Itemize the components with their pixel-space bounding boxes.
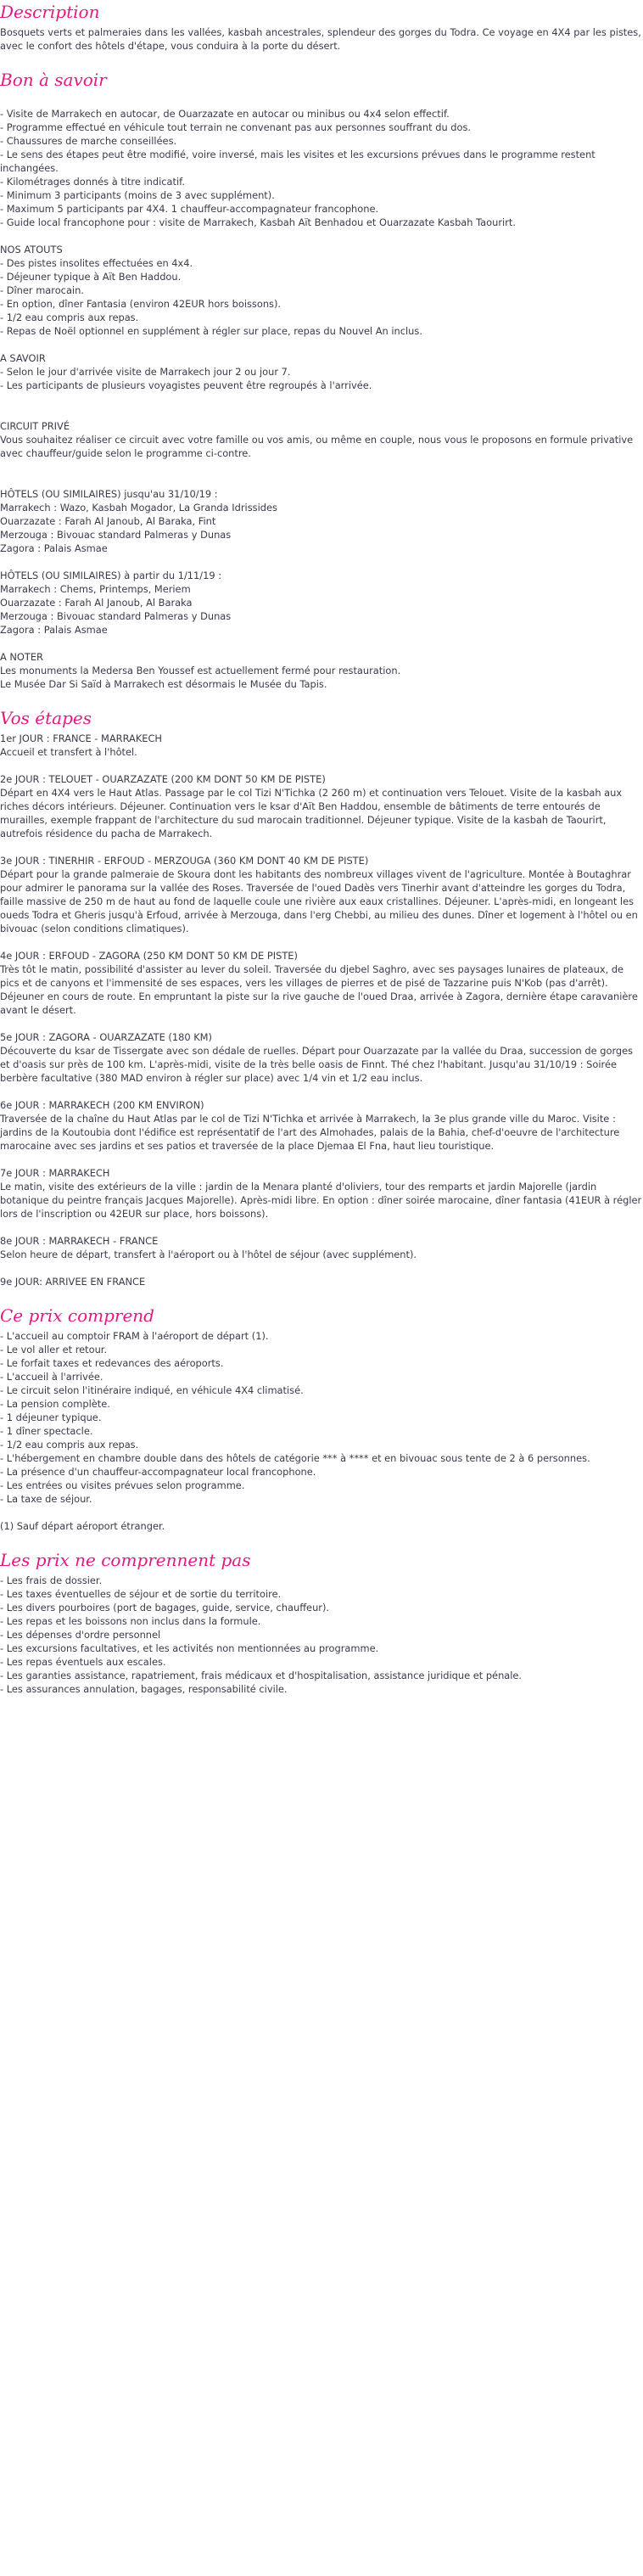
list-item: Zagora : Palais Asmae [0, 624, 108, 636]
list-item: HÔTELS (OU SIMILAIRES) jusqu'au 31/10/19 : [0, 488, 218, 500]
itinerary-day [0, 1166, 643, 1221]
list-item: Zagora : Palais Asmae [0, 542, 108, 554]
list-item: - L'hébergement en chambre double dans des hôtels de catégorie *** à **** et en bivouac sous tente de 2 à 6 personnes. [0, 1452, 590, 1464]
list-item: Ouarzazate : Farah Al Janoub, Al Baraka, Fint [0, 515, 216, 527]
itinerary-day [0, 854, 643, 935]
day-heading: 1er JOUR : FRANCE - MARRAKECH [0, 732, 162, 744]
list-item: - 1 dîner spectacle. [0, 1425, 93, 1437]
day-description: Selon heure de départ, transfert à l'aéroport ou à l'hôtel de séjour (avec supplément). [0, 1249, 417, 1260]
list-item: - Le sens des étapes peut être modifié, voire inversé, mais les visites et les excursions prévues dans le programme restent inchangées. [0, 149, 595, 174]
itinerary-day [0, 949, 643, 1017]
day-heading: 6e JOUR : MARRAKECH (200 KM ENVIRON) [0, 1099, 204, 1111]
list-item: - 1 déjeuner typique. [0, 1411, 102, 1423]
list-item: - La pension complète. [0, 1398, 110, 1410]
list-item: - Les repas éventuels aux escales. [0, 1656, 166, 1668]
itinerary-day [0, 1234, 643, 1261]
vos-etapes-title: Vos étapes [0, 708, 92, 728]
list-item: - Les repas et les boissons non inclus dans la formule. [0, 1615, 261, 1627]
list-item: - Les dépenses d'ordre personnel [0, 1629, 161, 1641]
itinerary-day [0, 1098, 643, 1153]
prix-comprend-list [0, 1329, 643, 1533]
list-item: - Les garanties assistance, rapatriement, frais médicaux et d'hospitalisation, assistance juridique et pénale. [0, 1670, 523, 1681]
description-text: Bosquets verts et palmeraies dans les vallées, kasbah ancestrales, splendeur des gorges du Todra. Ce voyage en 4X4 par les pistes, avec le confort des hôtels d'étape, vous conduira à la porte du désert. [0, 26, 641, 52]
list-item: - Les taxes éventuelles de séjour et de sortie du territoire. [0, 1588, 282, 1600]
list-item: - 1/2 eau compris aux repas. [0, 311, 139, 323]
list-item: Le Musée Dar Si Saïd à Marrakech est désormais le Musée du Tapis. [0, 678, 327, 690]
day-description: Accueil et transfert à l'hôtel. [0, 746, 137, 758]
list-item: - Les frais de dossier. [0, 1574, 103, 1586]
itinerary-day [0, 732, 643, 759]
bon-a-savoir-list [0, 107, 643, 691]
list-item: - Dîner marocain. [0, 284, 84, 296]
list-item: - Les excursions facultatives, et les activités non mentionnées au programme. [0, 1642, 379, 1654]
blank-line [0, 406, 643, 419]
list-item: - Les assurances annulation, bagages, responsabilité civile. [0, 1683, 288, 1695]
list-item: - Minimum 3 participants (moins de 3 avec supplément). [0, 189, 275, 201]
itinerary-day [0, 772, 643, 840]
list-item: Marrakech : Chems, Printemps, Meriem [0, 583, 191, 595]
list-item: Merzouga : Bivouac standard Palmeras y Dunas [0, 610, 232, 622]
day-heading: 4e JOUR : ERFOUD - ZAGORA (250 KM DONT 50 KM DE PISTE) [0, 950, 298, 962]
bon-a-savoir-title: Bon à savoir [0, 70, 107, 90]
list-item: Marrakech : Wazo, Kasbah Mogador, La Granda Idrissides [0, 502, 277, 514]
list-item: - L'accueil à l'arrivée. [0, 1371, 103, 1383]
day-description: Traversée de la chaîne du Haut Atlas par le col de Tizi N'Tichka et arrivée à Marrakech, la 3e plus grande ville du Maroc. Visite : jardins de la Koutoubia dont l'édifice est représentatif de l'art des Almohades, palais de la Bahia, chef-d'oeuvre de l'architecture marocaine avec ses jardins et ses patios et traversée de la place Djemaa El Fna, haut lieu touristique. [0, 1113, 620, 1152]
prix-ne-comprend-pas-section [0, 1550, 643, 1696]
day-heading: 9e JOUR: ARRIVEE EN FRANCE [0, 1276, 146, 1288]
day-description: Très tôt le matin, possibilité d'assister au lever du soleil. Traversée du djebel Saghro, avec ses paysages lunaires de plateaux, de pics et de canyons et l'immensité de ses espaces, vers les villages de pierres et de pisé de Tazzarine puis N'Kob (pas d'arrêt). Déjeuner en cours de route. En empruntant la piste sur la rive gauche de l'oued Draa, arrivée à Zagora, dernière étape caravanière avant le désert. [0, 963, 638, 1016]
list-item: NOS ATOUTS [0, 244, 63, 255]
itinerary-days [0, 732, 643, 1288]
prix-comprend-section [0, 1305, 643, 1533]
list-item: Vous souhaitez réaliser ce circuit avec votre famille ou vos amis, ou même en couple, nous vous le proposons en formule privative avec chauffeur/guide selon le programme ci-contre. [0, 434, 634, 459]
spacer [0, 93, 643, 107]
vos-etapes-section [0, 708, 643, 1288]
day-description: Le matin, visite des extérieurs de la ville : jardin de la Menara planté d'oliviers, tour des remparts et jardin Majorelle (jardin botanique du peintre français Jacques Majorelle). Après-midi libre. En option : dîner soirée marocaine, dîner fantasia (41EUR à régler lors de l'inscription ou 42EUR sur place, hors boissons). [0, 1181, 642, 1220]
blank-line [0, 460, 643, 474]
list-item: - Le circuit selon l'itinéraire indiqué, en véhicule 4X4 climatisé. [0, 1384, 304, 1396]
list-item: - Le vol aller et retour. [0, 1344, 108, 1355]
list-item: Les monuments la Medersa Ben Youssef est actuellement fermé pour restauration. [0, 665, 401, 676]
blank-line [0, 1506, 643, 1519]
list-item: - Selon le jour d'arrivée visite de Marrakech jour 2 ou jour 7. [0, 366, 291, 378]
list-item: CIRCUIT PRIVÉ [0, 420, 70, 432]
blank-line [0, 229, 643, 243]
blank-line [0, 555, 643, 569]
blank-line [0, 637, 643, 650]
description-title: Description [0, 2, 100, 22]
list-item: - Les participants de plusieurs voyagistes peuvent être regroupés à l'arrivée. [0, 379, 372, 391]
list-item: - Repas de Noël optionnel en supplément à régler sur place, repas du Nouvel An inclus. [0, 325, 422, 337]
prix-ne-comprend-pas-title: Les prix ne comprennent pas [0, 1550, 251, 1570]
prix-ne-comprend-pas-list [0, 1574, 643, 1696]
day-heading: 7e JOUR : MARRAKECH [0, 1167, 110, 1179]
list-item: (1) Sauf départ aéroport étranger. [0, 1520, 165, 1532]
list-item: - L'accueil au comptoir FRAM à l'aéroport de départ (1). [0, 1330, 269, 1342]
list-item: - Programme effectué en véhicule tout terrain ne convenant pas aux personnes souffrant du dos. [0, 121, 472, 133]
itinerary-day [0, 1030, 643, 1085]
list-item: - 1/2 eau compris aux repas. [0, 1439, 139, 1451]
list-item: - Les divers pourboires (port de bagages, guide, service, chauffeur). [0, 1602, 330, 1614]
list-item: - Guide local francophone pour : visite de Marrakech, Kasbah Aït Benhadou et Ouarzazate Kasbah Taourirt. [0, 216, 516, 228]
day-description: Départ en 4X4 vers le Haut Atlas. Passage par le col Tizi N'Tichka (2 260 m) et continuation vers Telouet. Visite de la kasbah aux riches décors intérieurs. Déjeuner. Continuation vers le ksar d'Aït Ben Haddou, ensemble de bâtiments de terre entourés de murailles, exemple frappant de l'architecture du sud marocain traditionnel. Déjeuner typique. Visite de la kasbah de Taourirt, autrefois résidence du pacha de Marrakech. [0, 787, 623, 839]
day-description: Départ pour la grande palmeraie de Skoura dont les habitants des nombreux villages vivent de l'agriculture. Montée à Boutaghrar pour admirer le panorama sur la vallée des Roses. Traversée de l'oued Dadès vers Tinerhir avant d'atteindre les gorges du Todra, faille massive de 250 m de haut au fond de laquelle coule une rivière aux eaux cristallines. Déjeuner. L'après-midi, en longeant les oueds Todra et Gheris jusqu'à Erfoud, arrivée à Merzouga, dans l'erg Chebbi, au milieu des dunes. Dîner et logement à l'hôtel ou en bivouac (selon conditions climatiques). [0, 868, 638, 934]
day-heading: 3e JOUR : TINERHIR - ERFOUD - MERZOUGA (360 KM DONT 40 KM DE PISTE) [0, 855, 369, 867]
description-section [0, 2, 643, 53]
list-item: - Visite de Marrakech en autocar, de Ouarzazate en autocar ou minibus ou 4x4 selon effectif. [0, 108, 450, 120]
day-description: Découverte du ksar de Tissergate avec son dédale de ruelles. Départ pour Ouarzazate par la vallée du Draa, succession de gorges et d'oasis sur près de 100 km. L'après-midi, visite de la très belle oasis de Finnt. Thé chez l'habitant. Jusqu'au 31/10/19 : Soirée berbère facultative (380 MAD environ à régler sur place) avec 1/4 vin et 1/2 eau inclus. [0, 1045, 634, 1084]
blank-line [0, 474, 643, 487]
list-item: - La taxe de séjour. [0, 1493, 92, 1505]
list-item: - La présence d'un chauffeur-accompagnateur local francophone. [0, 1466, 316, 1478]
list-item: HÔTELS (OU SIMILAIRES) à partir du 1/11/19 : [0, 570, 222, 581]
list-item: A SAVOIR [0, 352, 46, 364]
list-item: - Kilométrages donnés à titre indicatif. [0, 176, 185, 188]
list-item: - Les entrées ou visites prévues selon programme. [0, 1479, 245, 1491]
prix-comprend-title: Ce prix comprend [0, 1305, 154, 1326]
list-item: - Chaussures de marche conseillées. [0, 135, 177, 147]
list-item: - Maximum 5 participants par 4X4. 1 chauffeur-accompagnateur francophone. [0, 203, 379, 215]
list-item: Merzouga : Bivouac standard Palmeras y Dunas [0, 529, 232, 541]
blank-line [0, 392, 643, 406]
itinerary-day [0, 1275, 643, 1288]
list-item: - Déjeuner typique à Aït Ben Haddou. [0, 271, 182, 283]
list-item: A NOTER [0, 651, 43, 663]
day-heading: 2e JOUR : TELOUET - OUARZAZATE (200 KM DONT 50 KM DE PISTE) [0, 773, 326, 785]
blank-line [0, 338, 643, 351]
list-item: Ouarzazate : Farah Al Janoub, Al Baraka [0, 597, 193, 609]
day-heading: 8e JOUR : MARRAKECH - FRANCE [0, 1235, 159, 1247]
list-item: - Le forfait taxes et redevances des aéroports. [0, 1357, 224, 1369]
day-heading: 5e JOUR : ZAGORA - OUARZAZATE (180 KM) [0, 1031, 212, 1043]
list-item: - En option, dîner Fantasia (environ 42EUR hors boissons). [0, 298, 282, 310]
bon-a-savoir-section [0, 70, 643, 691]
list-item: - Des pistes insolites effectuées en 4x4. [0, 257, 193, 269]
